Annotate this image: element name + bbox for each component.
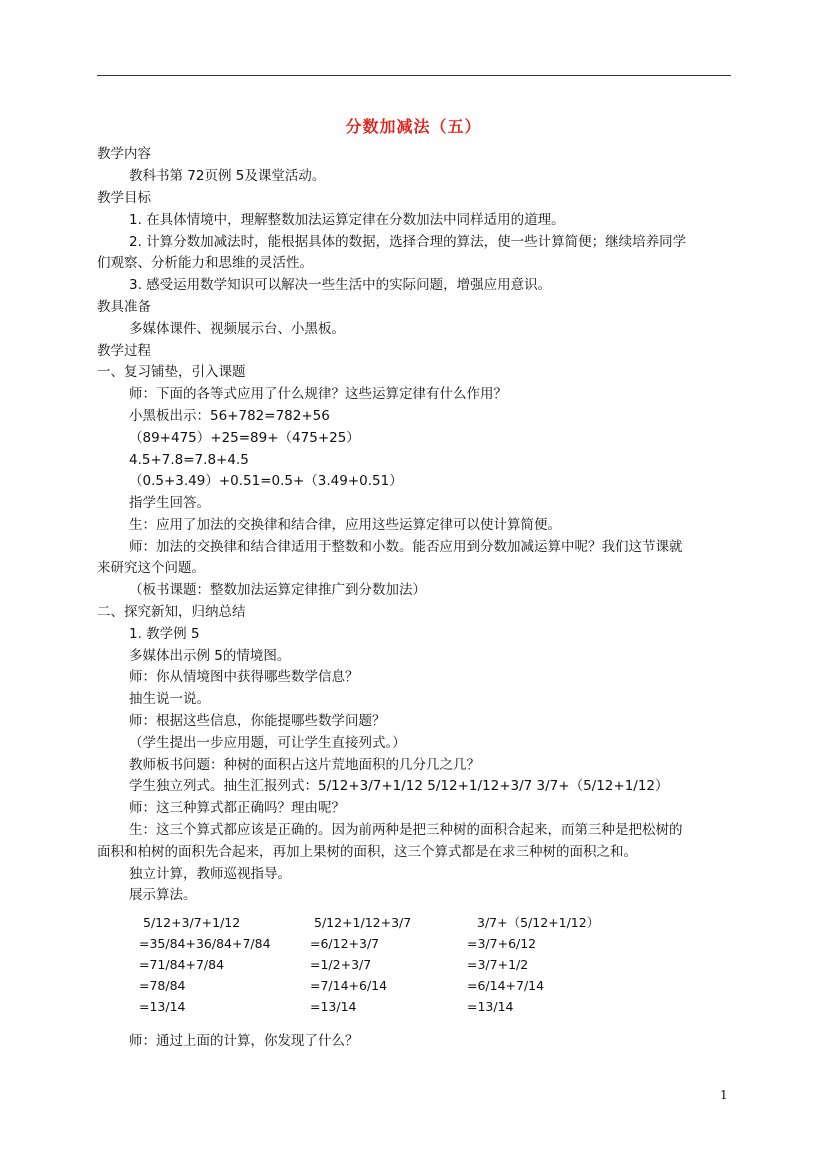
calc-step: =3/7+6/12 — [467, 936, 537, 951]
calc-step: =3/7+1/2 — [467, 957, 529, 972]
para-student-reply: 生：应用了加法的交换律和结合律，应用这些运算定律可以使计算简便。 — [129, 517, 561, 533]
para-teacher-check: 师：这三种算式都正确吗？理由呢？ — [129, 800, 345, 816]
page-number: 1 — [720, 1088, 728, 1102]
calc-step: =6/14+7/14 — [467, 978, 545, 993]
equation-3: 4.5+7.8=7.8+4.5 — [129, 452, 249, 468]
calc-step: =13/14 — [467, 999, 514, 1014]
heading-tools: 教具准备 — [97, 299, 151, 315]
para-student-say: 抽生说一说。 — [129, 691, 210, 707]
heading-content: 教学内容 — [97, 146, 151, 162]
para-teacher-question: 师：下面的各等式应用了什么规律？这些运算定律有什么作用？ — [129, 386, 507, 402]
tools-text: 多媒体课件、视频展示台、小黑板。 — [129, 321, 345, 337]
calc-step: =13/14 — [310, 999, 357, 1014]
goal-2: 2. 计算分数加减法时，能根据具体的数据，选择合理的算法，使一些计算简便；继续培养同学 — [129, 234, 687, 250]
para-student-reason-cont: 面积和柏树的面积先合起来，再加上果树的面积，这三个算式都是在求三种树的面积之和。 — [97, 844, 637, 860]
calc-step: =35/84+36/84+7/84 — [139, 936, 271, 951]
header-rule — [97, 75, 731, 76]
para-student-expressions: 学生独立列式。抽生汇报列式：5/12+3/7+1/12 5/12+1/12+3/7 3/7+（5/12+1/12） — [129, 778, 669, 794]
para-teacher-intro: 师：加法的交换律和结合律适用于整数和小数。能否应用到分数加减运算中呢？我们这节课就 — [129, 539, 683, 555]
calc-step: =6/12+3/7 — [310, 936, 380, 951]
heading-goals: 教学目标 — [97, 190, 151, 206]
calc-step: 5/12+3/7+1/12 — [143, 915, 241, 930]
content-text: 教科书第 72页例 5及课堂活动。 — [129, 168, 326, 184]
para-teacher-problem: 师：根据这些信息，你能提哪些数学问题？ — [129, 713, 386, 729]
para-student-pose: （学生提出一步应用题，可让学生直接列式。） — [129, 735, 406, 751]
calc-step: 5/12+1/12+3/7 — [314, 915, 412, 930]
calc-column-2 — [310, 912, 411, 1017]
goal-1: 1. 在具体情境中，理解整数加法运算定律在分数加法中同样适用的道理。 — [129, 212, 565, 228]
equation-1: 小黑板出示：56+782=782+56 — [129, 408, 330, 424]
example-heading: 1. 教学例 5 — [129, 626, 200, 642]
para-teacher-info: 师：你从情境图中获得哪些数学信息？ — [129, 669, 359, 685]
calc-step: =78/84 — [139, 978, 186, 993]
goal-2-cont: 们观察、分析能力和思维的灵活性。 — [97, 255, 313, 271]
para-board-problem: 教师板书问题：种树的面积占这片荒地面积的几分几之几？ — [129, 757, 480, 773]
calc-step: =7/14+6/14 — [310, 978, 388, 993]
calc-step: 3/7+（5/12+1/12） — [477, 915, 600, 930]
para-student-reason: 生：这三个算式都应该是正确的。因为前两种是把三种树的面积合起来，而第三种是把松树的 — [129, 822, 683, 838]
para-student-answer: 指学生回答。 — [129, 495, 210, 511]
board-title: （板书课题：整数加法运算定律推广到分数加法） — [129, 582, 426, 598]
document-title: 分数加减法（五） — [345, 117, 482, 136]
para-show-methods: 展示算法。 — [129, 887, 197, 903]
calc-step: =1/2+3/7 — [310, 957, 372, 972]
equation-2: （89+475）+25=89+（475+25） — [129, 430, 360, 446]
equation-4: （0.5+3.49）+0.51=0.5+（3.49+0.51） — [129, 473, 403, 489]
para-closing-question: 师：通过上面的计算，你发现了什么？ — [129, 1033, 359, 1049]
calc-column-1 — [139, 912, 271, 1017]
section-1-heading: 一、复习铺垫，引入课题 — [97, 364, 246, 380]
calc-column-3 — [467, 912, 599, 1017]
calc-step: =71/84+7/84 — [139, 957, 225, 972]
goal-3: 3. 感受运用数学知识可以解决一些生活中的实际问题，增强应用意识。 — [129, 277, 552, 293]
heading-process: 教学过程 — [97, 343, 151, 359]
para-independent: 独立计算，教师巡视指导。 — [129, 866, 291, 882]
para-teacher-intro-cont: 来研究这个问题。 — [97, 560, 205, 576]
section-2-heading: 二、探究新知，归纳总结 — [97, 604, 246, 620]
para-media: 多媒体出示例 5的情境图。 — [129, 648, 291, 664]
calc-step: =13/14 — [139, 999, 186, 1014]
